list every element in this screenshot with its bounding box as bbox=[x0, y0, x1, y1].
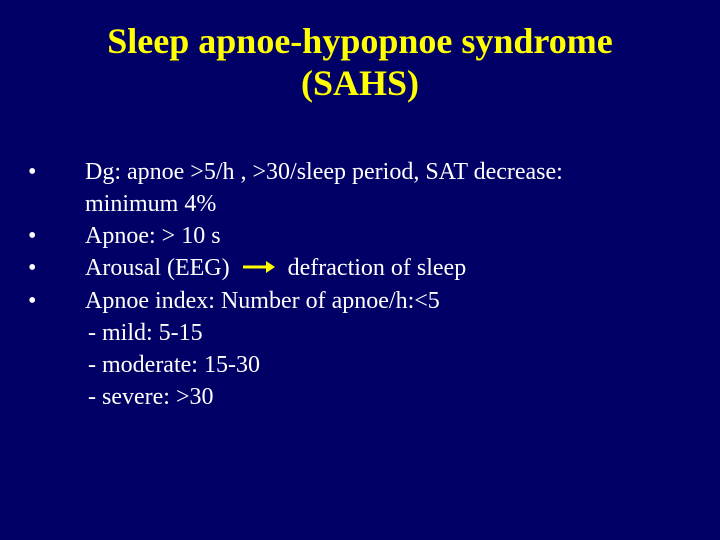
title-line-2: (SAHS) bbox=[300, 63, 420, 103]
bullet-item-apnoe-index bbox=[28, 285, 698, 317]
sub-item-moderate: - moderate: 15-30 bbox=[88, 352, 260, 379]
slide-title bbox=[0, 20, 720, 104]
bullet-text: Apnoe index: Number of apnoe/h:<5 bbox=[85, 288, 440, 315]
sub-item-mild: - mild: 5-15 bbox=[88, 320, 203, 347]
bullet-text: Arousal (EEG) bbox=[85, 255, 230, 281]
bullet-text: Dg: apnoe >5/h , >30/sleep period, SAT decrease: bbox=[85, 159, 563, 185]
bullet-dot: • bbox=[28, 255, 37, 281]
bullet-dot: • bbox=[28, 223, 37, 249]
bullet-dot: • bbox=[28, 288, 37, 315]
bullet-item-apnoe bbox=[28, 220, 698, 252]
bullet-dot: • bbox=[28, 159, 37, 185]
title-line-1: Sleep apnoe-hypopnoe syndrome bbox=[107, 21, 613, 61]
sub-item-severe: - severe: >30 bbox=[88, 384, 214, 411]
right-arrow-icon bbox=[242, 251, 276, 283]
bullet-text-continued: minimum 4% bbox=[85, 191, 217, 217]
bullet-list bbox=[28, 156, 698, 413]
bullet-item-arousal bbox=[28, 252, 698, 285]
bullet-text-after-arrow: defraction of sleep bbox=[287, 255, 467, 281]
bullet-text: Apnoe: > 10 s bbox=[85, 223, 221, 249]
bullet-item-diagnosis bbox=[28, 156, 698, 220]
